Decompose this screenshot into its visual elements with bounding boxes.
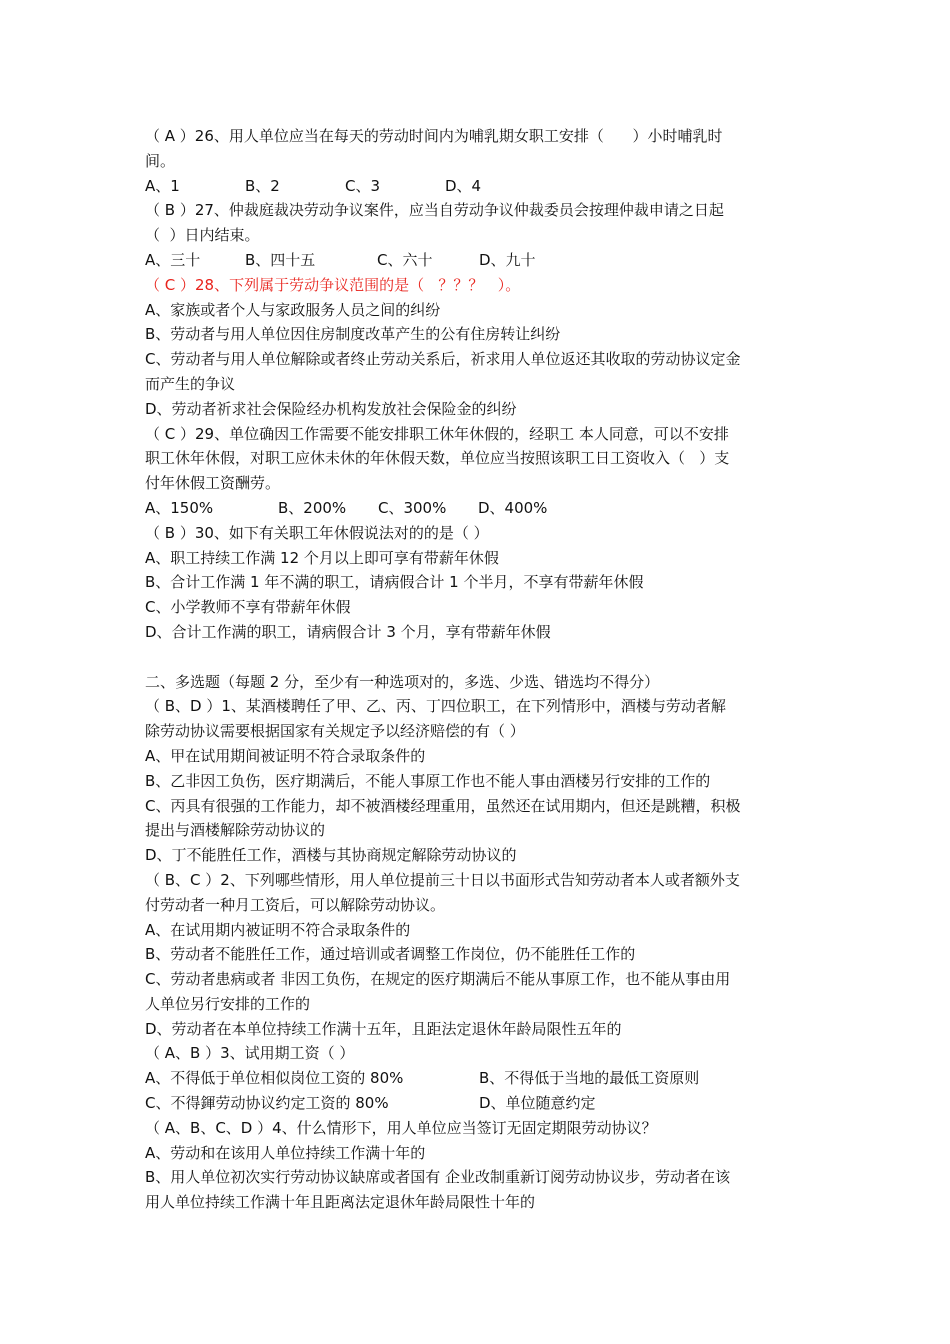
m1-stem: （ B、D ）1、某酒楼聘任了甲、乙、丙、丁四位职工，在下列情形中，酒楼与劳动者解 xyxy=(145,697,726,716)
q27-option-d: D、九十 xyxy=(479,250,536,269)
q30-option-a: A、职工持续工作满 12 个月以上即可享有带薪年休假 xyxy=(145,548,499,567)
m2-option-c: C、劳动者患病或者 非因工负伤，在规定的医疗期满后不能从事原工作，也不能从事由用 xyxy=(145,970,731,989)
q29-option-c: C、300% xyxy=(378,498,447,517)
section-heading: 二、多选题（每题 2 分，至少有一种选项对的，多选、少选、错选均不得分） xyxy=(145,672,660,691)
q29-options xyxy=(145,496,810,521)
m4-stem: （ A、B、C、D ）4、什么情形下，用人单位应当签订无固定期限劳动协议？ xyxy=(145,1118,657,1137)
q27-options xyxy=(145,248,810,273)
m2-stem: （ B、C ）2、下列哪些情形，用人单位提前三十日以书面形式告知劳动者本人或者额外支 xyxy=(145,870,740,889)
q26-stem-cont: 间。 xyxy=(145,151,176,170)
q26-option-c: C、3 xyxy=(345,176,381,195)
q30-option-d: D、合计工作满的职工，请病假合计 3 个月，享有带薪年休假 xyxy=(145,622,551,641)
m2-option-a: A、在试用期内被证明不符合录取条件的 xyxy=(145,920,411,939)
m1-option-a: A、甲在试用期间被证明不符合录取条件的 xyxy=(145,746,426,765)
m4-option-b-cont: 用人单位持续工作满十年且距离法定退休年龄局限性十年的 xyxy=(145,1193,536,1212)
q27-stem-cont: （ ）日内结束。 xyxy=(145,226,260,245)
q29-option-d: D、400% xyxy=(478,498,548,517)
q27-option-c: C、六十 xyxy=(377,250,433,269)
q29-stem-cont2: 付年休假工资酬劳。 xyxy=(145,474,281,493)
q26-option-a: A、1 xyxy=(145,176,180,195)
q29-option-b: B、200% xyxy=(278,498,347,517)
q28-stem: （ C ）28、下列属于劳动争议范围的是（ ？？？ ）。 xyxy=(145,275,521,294)
m4-option-a: A、劳动和在该用人单位持续工作满十年的 xyxy=(145,1143,426,1162)
q26-stem: （ A ）26、用人单位应当在每天的劳动时间内为哺乳期女职工安排（ ）小时哺乳时 xyxy=(145,127,723,145)
m3-options-ab xyxy=(145,1066,810,1091)
q30-option-b: B、合计工作满 1 年不满的职工，请病假合计 1 个半月，不享有带薪年休假 xyxy=(145,573,644,592)
m2-option-b: B、劳动者不能胜任工作，通过培训或者调整工作岗位，仍不能胜任工作的 xyxy=(145,945,636,964)
m4-option-b: B、用人单位初次实行劳动协议缺席或者国有 企业改制重新订阅劳动协议步，劳动者在该 xyxy=(145,1168,731,1187)
q26-options xyxy=(145,174,810,199)
q29-stem: （ C ）29、单位确因工作需要不能安排职工休年休假的，经职工 本人同意，可以不安排 xyxy=(145,424,729,443)
q30-stem: （ B ）30、如下有关职工年休假说法对的的是（ ） xyxy=(145,523,489,542)
q28-option-b: B、劳动者与用人单位因住房制度改革产生的公有住房转让纠纷 xyxy=(145,325,561,344)
spacer xyxy=(145,645,810,670)
q29-option-a: A、150% xyxy=(145,498,214,517)
m1-stem-cont: 除劳动协议需要根据国家有关规定予以经济赔偿的有（ ） xyxy=(145,722,525,741)
q29-stem-cont: 职工休年休假，对职工应休未休的年休假天数，单位应当按照该职工日工资收入（ ）支 xyxy=(145,449,730,468)
q27-option-a: A、三十 xyxy=(145,250,201,269)
m1-option-d: D、丁不能胜任工作，酒楼与其协商规定解除劳动协议的 xyxy=(145,846,517,865)
q28-option-c-cont: 而产生的争议 xyxy=(145,374,236,393)
m2-option-c-cont: 人单位另行安排的工作的 xyxy=(145,994,311,1013)
q30-option-c: C、小学教师不享有带薪年休假 xyxy=(145,598,351,617)
q26-option-d: D、4 xyxy=(445,176,482,195)
m3-option-c: C、不得鍕劳动协议约定工资的 80% xyxy=(145,1094,389,1113)
m3-options-cd xyxy=(145,1091,810,1116)
m3-stem: （ A、B ）3、试用期工资（ ） xyxy=(145,1044,355,1063)
m1-option-b: B、乙非因工负伤，医疗期满后，不能人事原工作也不能人事由酒楼另行安排的工作的 xyxy=(145,771,711,790)
q27-stem: （ B ）27、仲裁庭裁决劳动争议案件，应当自劳动争议仲裁委员会按理仲裁申请之日起 xyxy=(145,201,724,220)
m3-option-b: B、不得低于当地的最低工资原则 xyxy=(479,1069,700,1088)
m2-option-d: D、劳动者在本单位持续工作满十五年，且距法定退休年龄局限性五年的 xyxy=(145,1019,622,1038)
q27-option-b: B、四十五 xyxy=(245,250,316,269)
m3-option-d: D、单位随意约定 xyxy=(479,1094,596,1113)
q28-option-c: C、劳动者与用人单位解除或者终止劳动关系后，祈求用人单位返还其收取的劳动协议定金 xyxy=(145,350,741,369)
document-page xyxy=(145,124,810,1215)
m1-option-c: C、丙具有很强的工作能力，却不被酒楼经理重用，虽然还在试用期内，但还是跳糟，积极 xyxy=(145,796,741,815)
q26-option-b: B、2 xyxy=(245,176,280,195)
q28-option-d: D、劳动者祈求社会保险经办机构发放社会保险金的纠纷 xyxy=(145,399,517,418)
m3-option-a: A、不得低于单位相似岗位工资的 80% xyxy=(145,1069,404,1088)
m1-option-c-cont: 提出与酒楼解除劳动协议的 xyxy=(145,821,326,840)
q28-option-a: A、家族或者个人与家政服务人员之间的纠纷 xyxy=(145,300,441,319)
m2-stem-cont: 付劳动者一种月工资后，可以解除劳动协议。 xyxy=(145,895,446,914)
